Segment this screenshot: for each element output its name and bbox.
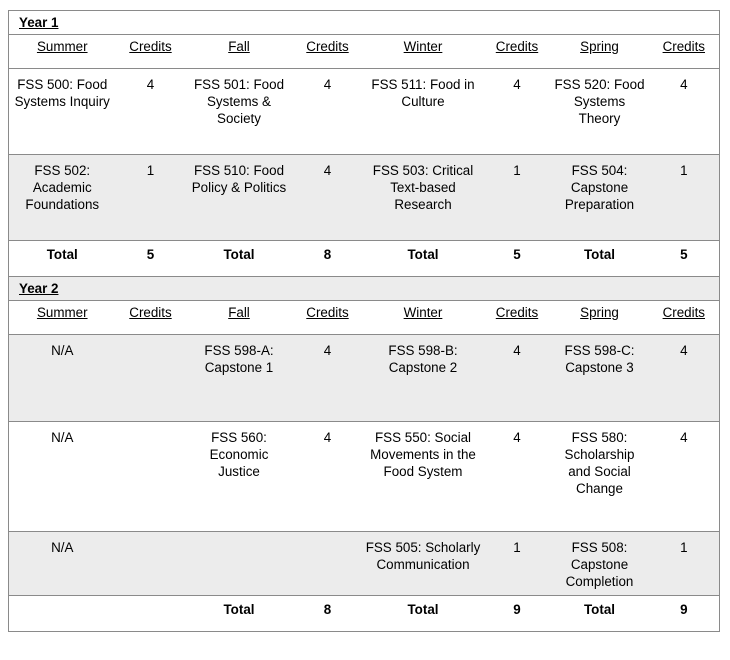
total-credits: 9 — [484, 596, 551, 632]
course-cell: FSS 501: Food Systems & Society — [186, 69, 293, 155]
course-cell: FSS 508: Capstone Completion — [551, 532, 649, 596]
course-cell: FSS 502: Academic Foundations — [9, 155, 116, 241]
column-header-credits: Credits — [293, 301, 363, 335]
course-cell: FSS 520: Food Systems Theory — [551, 69, 649, 155]
credits-cell: 4 — [484, 335, 551, 422]
column-header-spring: Spring — [551, 301, 649, 335]
course-cell: FSS 598-B: Capstone 2 — [363, 335, 484, 422]
total-label: Total — [186, 241, 293, 277]
year-2-header-row — [9, 301, 720, 335]
course-cell: FSS 510: Food Policy & Politics — [186, 155, 293, 241]
total-label: Total — [551, 241, 649, 277]
course-cell: FSS 511: Food in Culture — [363, 69, 484, 155]
table-row — [9, 422, 720, 532]
column-header-summer: Summer — [9, 301, 116, 335]
course-cell: N/A — [9, 532, 116, 596]
credits-cell — [116, 335, 186, 422]
credits-cell: 4 — [116, 69, 186, 155]
credits-cell: 4 — [293, 155, 363, 241]
credits-cell: 4 — [484, 69, 551, 155]
column-header-winter: Winter — [363, 301, 484, 335]
column-header-winter: Winter — [363, 35, 484, 69]
table-row — [9, 155, 720, 241]
total-credits: 9 — [649, 596, 720, 632]
column-header-fall: Fall — [186, 35, 293, 69]
credits-cell: 4 — [649, 422, 720, 532]
year-1-header-row — [9, 35, 720, 69]
total-label: Total — [9, 241, 116, 277]
total-label — [9, 596, 116, 632]
course-cell: FSS 560: Economic Justice — [186, 422, 293, 532]
total-label: Total — [186, 596, 293, 632]
credits-cell: 1 — [649, 532, 720, 596]
curriculum-table — [8, 10, 720, 632]
course-cell: N/A — [9, 335, 116, 422]
column-header-spring: Spring — [551, 35, 649, 69]
year-1-total-row — [9, 241, 720, 277]
course-cell: FSS 550: Social Movements in the Food System — [363, 422, 484, 532]
total-credits: 5 — [484, 241, 551, 277]
total-label: Total — [551, 596, 649, 632]
year-1-heading-row — [9, 11, 720, 35]
total-credits: 8 — [293, 596, 363, 632]
course-cell: FSS 598-C: Capstone 3 — [551, 335, 649, 422]
credits-cell: 4 — [484, 422, 551, 532]
credits-cell — [293, 532, 363, 596]
total-credits: 5 — [649, 241, 720, 277]
credits-cell — [116, 532, 186, 596]
year-1-title: Year 1 — [9, 11, 720, 35]
course-cell — [186, 532, 293, 596]
table-row — [9, 532, 720, 596]
total-credits — [116, 596, 186, 632]
course-cell: FSS 505: Scholarly Communication — [363, 532, 484, 596]
column-header-credits: Credits — [649, 301, 720, 335]
credits-cell: 1 — [649, 155, 720, 241]
course-cell: FSS 598-A: Capstone 1 — [186, 335, 293, 422]
credits-cell: 1 — [484, 532, 551, 596]
column-header-fall: Fall — [186, 301, 293, 335]
total-label: Total — [363, 596, 484, 632]
credits-cell: 4 — [649, 335, 720, 422]
course-cell: FSS 504: Capstone Preparation — [551, 155, 649, 241]
column-header-credits: Credits — [293, 35, 363, 69]
credits-cell: 4 — [293, 69, 363, 155]
column-header-summer: Summer — [9, 35, 116, 69]
total-label: Total — [363, 241, 484, 277]
column-header-credits: Credits — [649, 35, 720, 69]
credits-cell: 4 — [293, 422, 363, 532]
credits-cell: 1 — [484, 155, 551, 241]
credits-cell — [116, 422, 186, 532]
course-cell: FSS 503: Critical Text-based Research — [363, 155, 484, 241]
total-credits: 8 — [293, 241, 363, 277]
credits-cell: 1 — [116, 155, 186, 241]
year-2-heading-row — [9, 277, 720, 301]
total-credits: 5 — [116, 241, 186, 277]
course-cell: FSS 580: Scholarship and Social Change — [551, 422, 649, 532]
year-2-title: Year 2 — [9, 277, 720, 301]
table-row — [9, 69, 720, 155]
course-cell: FSS 500: Food Systems Inquiry — [9, 69, 116, 155]
year-2-total-row — [9, 596, 720, 632]
column-header-credits: Credits — [116, 35, 186, 69]
credits-cell: 4 — [293, 335, 363, 422]
table-row — [9, 335, 720, 422]
column-header-credits: Credits — [116, 301, 186, 335]
column-header-credits: Credits — [484, 35, 551, 69]
course-cell: N/A — [9, 422, 116, 532]
credits-cell: 4 — [649, 69, 720, 155]
column-header-credits: Credits — [484, 301, 551, 335]
